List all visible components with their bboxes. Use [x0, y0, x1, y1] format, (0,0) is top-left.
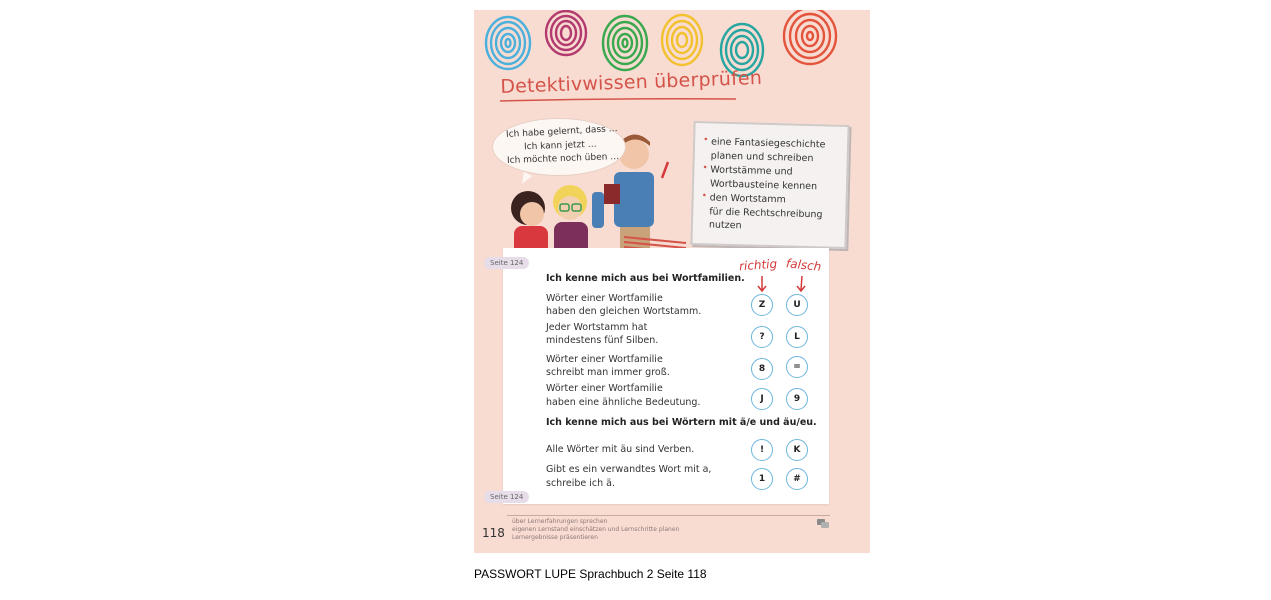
answer-falsch-circle[interactable]: K [786, 439, 808, 461]
fingerprint-icon [603, 16, 647, 70]
statement-line: mindestens fünf Silben. [546, 335, 659, 346]
workbook-page [474, 10, 870, 553]
statement-line: Gibt es ein verwandtes Wort mit a, [546, 464, 712, 475]
answer-falsch-circle[interactable]: U [786, 294, 808, 316]
learning-goal-line: • eine Fantasiegeschichte [710, 136, 826, 151]
learning-goal-line: planen und schreiben [710, 149, 814, 164]
answer-falsch-circle[interactable]: 9 [786, 388, 808, 410]
image-caption: PASSWORT LUPE Sprachbuch 2 Seite 118 [474, 567, 707, 581]
footer-note: eigenen Lernstand einschätzen und Lernschritte planen [512, 526, 680, 533]
statement-line: schreibt man immer groß. [546, 367, 670, 378]
statement-line: haben den gleichen Wortstamm. [546, 306, 702, 317]
answer-richtig-circle[interactable]: 1 [751, 468, 773, 490]
footer-divider [507, 515, 830, 516]
page-title: Detektivwissen überprüfen [500, 66, 763, 98]
page-number: 118 [482, 526, 505, 540]
answer-falsch-circle[interactable]: = [786, 356, 808, 378]
fingerprint-icon [784, 10, 836, 64]
learning-goals-list [701, 135, 826, 236]
statement-line: haben eine ähnliche Bedeutung. [546, 397, 701, 408]
label-richtig: richtig [738, 256, 778, 274]
answer-falsch-circle[interactable]: L [786, 326, 808, 348]
fingerprint-icon [486, 17, 530, 69]
label-falsch: falsch [785, 256, 823, 274]
learning-goal-line: Wortbausteine kennen [709, 177, 818, 192]
learning-goals-board [690, 121, 849, 249]
page-reference-badge: Seite 124 [484, 257, 529, 269]
statement-line: Wörter einer Wortfamilie [546, 354, 663, 365]
statement-line: Wörter einer Wortfamilie [546, 293, 663, 304]
footer-note: über Lernerfahrungen sprechen [512, 518, 608, 525]
statement-line: Jeder Wortstamm hat [546, 322, 648, 333]
learning-goal-item [702, 163, 825, 193]
answer-richtig-circle[interactable]: J [751, 388, 773, 410]
answer-richtig-circle[interactable]: 8 [751, 358, 773, 380]
statement-line: Alle Wörter mit äu sind Verben. [546, 444, 695, 455]
learning-goal-line: • den Wortstamm [709, 192, 786, 206]
learning-goal-line: nutzen [708, 219, 742, 232]
learning-goal-line: • Wortstämme und [710, 164, 793, 178]
chat-bubbles-icon [817, 519, 829, 529]
statement-line: schreibe ich ä. [546, 478, 616, 489]
section-heading: Ich kenne mich aus bei Wörtern mit ä/e und äu/eu. [546, 417, 817, 428]
answer-richtig-circle[interactable]: Z [751, 294, 773, 316]
answer-richtig-circle[interactable]: ! [751, 439, 773, 461]
arrow-down-icon [757, 276, 767, 292]
learning-goal-item [703, 135, 826, 165]
learning-goal-line: für die Rechtschreibung [709, 205, 823, 220]
speech-bubble-line: Ich möchte noch üben … [506, 152, 620, 166]
answer-falsch-circle[interactable]: # [786, 468, 808, 490]
section-heading: Ich kenne mich aus bei Wortfamilien. [546, 273, 745, 284]
arrow-down-icon [796, 276, 806, 292]
statement-line: Wörter einer Wortfamilie [546, 383, 663, 394]
speech-bubble-line: Ich kann jetzt … [523, 139, 597, 153]
answer-richtig-circle[interactable]: ? [751, 326, 773, 348]
speech-bubble-line: Ich habe gelernt, dass … [505, 124, 618, 140]
footer-note: Lernergebnisse präsentieren [512, 534, 598, 541]
page-reference-badge: Seite 124 [484, 491, 529, 503]
fingerprint-icon [546, 11, 586, 55]
learning-goal-item [701, 191, 824, 235]
fingerprint-icon [662, 15, 702, 65]
title-underline [500, 98, 736, 102]
